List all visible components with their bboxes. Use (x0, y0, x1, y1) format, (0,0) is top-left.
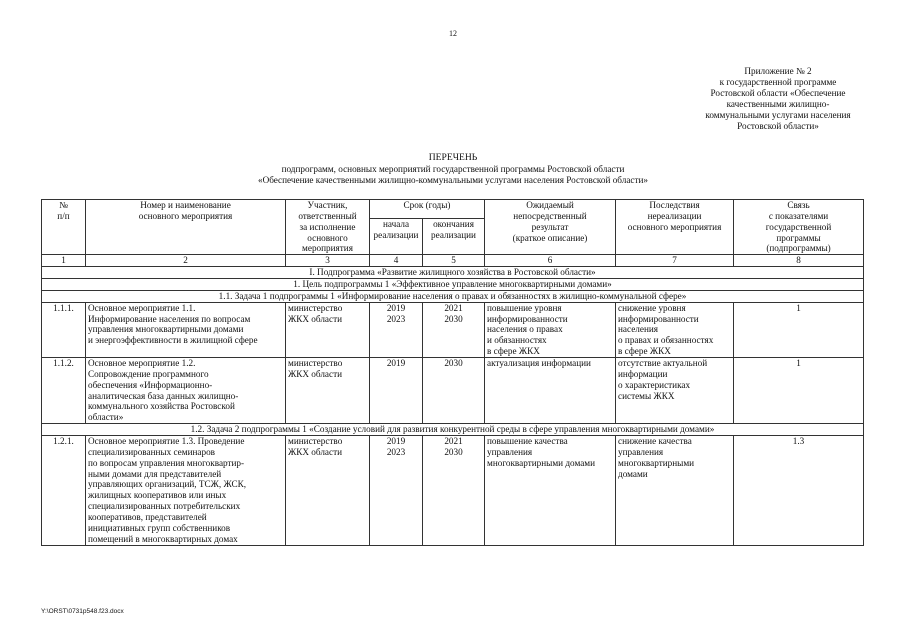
column-number: 2 (86, 255, 286, 267)
document-title: ПЕРЕЧЕНЬ (428, 152, 478, 163)
document-heading (150, 152, 756, 186)
row-result: актуализация информации (485, 358, 616, 424)
row-link: 1 (734, 302, 864, 357)
row-result: повышение уровня информированности населения о правах и обязанностях в сфере ЖКХ (485, 302, 616, 357)
column-number: 6 (485, 255, 616, 267)
subprogram-row (42, 267, 864, 279)
header-name: Номер и наименование основного мероприятия (86, 200, 286, 255)
row-link: 1.3 (734, 436, 864, 546)
task-title: 1.2. Задача 2 подпрограммы 1 «Создание условий для развития конкурентной среды в сфере управления многоквартирными домами» (42, 424, 864, 436)
document-subtitle: подпрограмм, основных мероприятий государственной программы Ростовской области (281, 163, 625, 174)
column-number: 1 (42, 255, 86, 267)
row-consequences: снижение качества управления многоквартирными домами (616, 436, 734, 546)
header-end: окончания реализации (423, 218, 485, 254)
header-result: Ожидаемый непосредственный результат (краткое описание) (485, 200, 616, 255)
appendix-line: коммунальными услугами населения (705, 110, 851, 121)
row-end: 2021 2030 (423, 436, 485, 546)
column-number: 7 (616, 255, 734, 267)
appendix-line: Приложение № 2 (744, 66, 812, 76)
subprogram-title: I. Подпрограмма «Развитие жилищного хозяйства в Ростовской области» (42, 267, 864, 279)
column-number: 4 (370, 255, 423, 267)
page-number: 12 (449, 29, 457, 38)
document-subtitle: «Обеспечение качественными жилищно-коммунальными услугами населения Ростовской области» (257, 174, 649, 185)
row-consequences: отсутствие актуальной информации о характеристиках системы ЖКХ (616, 358, 734, 424)
task-row (42, 424, 864, 436)
row-start: 2019 (370, 358, 423, 424)
appendix-line: к государственной программе (719, 77, 837, 88)
row-name: Основное мероприятие 1.1. Информирование населения по вопросам управления многоквартирными домами и энергоэффективности в жилищной сфере (86, 302, 286, 357)
goal-title: 1. Цель подпрограммы 1 «Эффективное управление многоквартирными домами» (42, 279, 864, 291)
header-term: Срок (годы) (370, 200, 485, 219)
table-row (42, 436, 864, 546)
appendix-line: Ростовской области» (737, 121, 819, 132)
task-title: 1.1. Задача 1 подпрограммы 1 «Информирование населения о правах и обязанностях в жилищно-коммунальной сфере» (42, 290, 864, 302)
header-consequences: Последствия нереализации основного мероприятия (616, 200, 734, 255)
column-number: 5 (423, 255, 485, 267)
row-consequences: снижение уровня информированности населения о правах и обязанностях в сфере ЖКХ (616, 302, 734, 357)
header-participant: Участник, ответственный за исполнение основного мероприятия (286, 200, 370, 255)
table-header-row (42, 200, 864, 219)
row-start: 2019 2023 (370, 436, 423, 546)
row-number: 1.1.1. (42, 302, 86, 357)
row-link: 1 (734, 358, 864, 424)
row-result: повышение качества управления многоквартирными домами (485, 436, 616, 546)
header-num: № п/п (42, 200, 86, 255)
appendix-line: качественными жилищно- (726, 99, 830, 110)
row-end: 2030 (423, 358, 485, 424)
header-link: Связь с показателями государственной программы (подпрограммы) (734, 200, 864, 255)
table-row (42, 302, 864, 357)
row-number: 1.1.2. (42, 358, 86, 424)
table-row (42, 358, 864, 424)
appendix-block (680, 66, 876, 132)
row-start: 2019 2023 (370, 302, 423, 357)
file-path-footer: Y:\ORST\0731p548.f23.docx (41, 608, 124, 615)
task-row (42, 290, 864, 302)
activities-table (41, 199, 864, 546)
header-start: начала реализации (370, 218, 423, 254)
row-name: Основное мероприятие 1.3. Проведение специализированных семинаров по вопросам управления многоквартир- ными домами для представителей управляющих организаций, ТСЖ, ЖСК, жилищных кооперативов или иных специализированных потребительских кооперативов, представителей инициативных групп собственников помещений в многоквартирных домах (86, 436, 286, 546)
row-name: Основное мероприятие 1.2. Сопровождение программного обеспечения «Информационно- аналитическая база данных жилищно- коммунального хозяйства Ростовской области» (86, 358, 286, 424)
row-participant: министерство ЖКХ области (286, 358, 370, 424)
column-number: 8 (734, 255, 864, 267)
row-participant: министерство ЖКХ области (286, 436, 370, 546)
column-number-row (42, 255, 864, 267)
row-end: 2021 2030 (423, 302, 485, 357)
appendix-line: Ростовской области «Обеспечение (710, 88, 846, 99)
row-participant: министерство ЖКХ области (286, 302, 370, 357)
column-number: 3 (286, 255, 370, 267)
goal-row (42, 279, 864, 291)
row-number: 1.2.1. (42, 436, 86, 546)
